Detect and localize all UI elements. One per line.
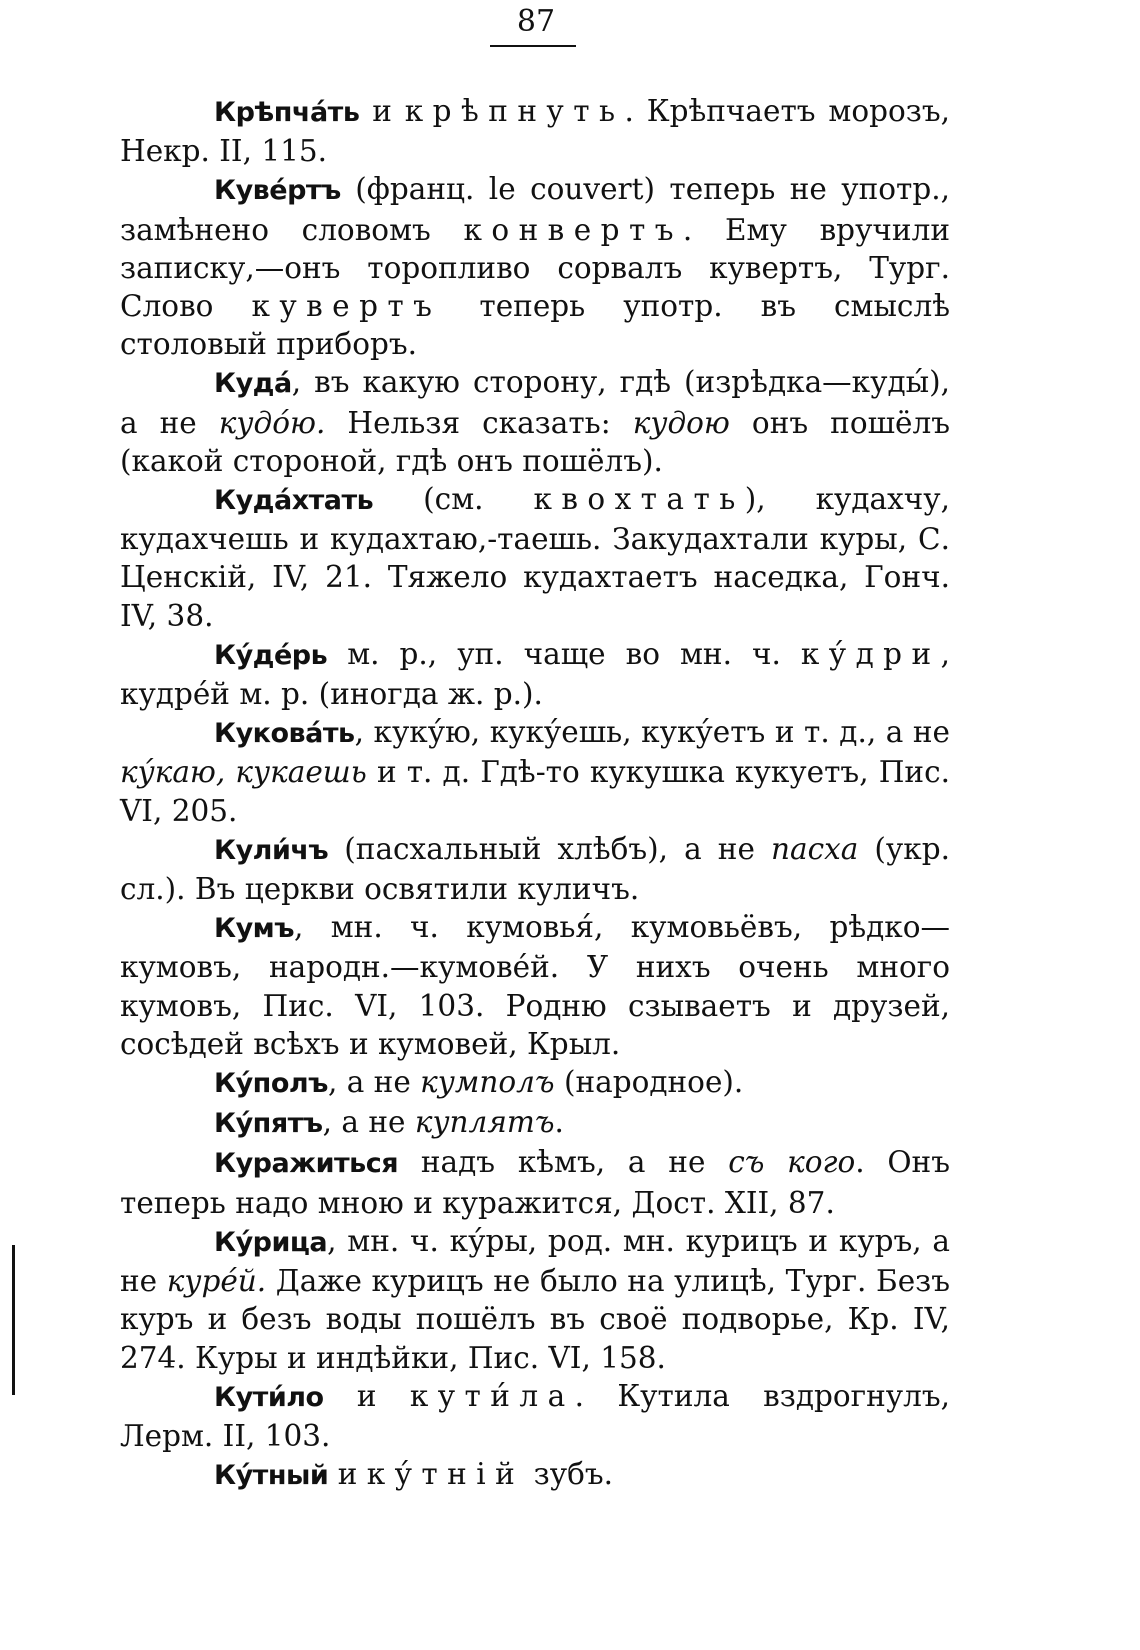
dictionary-entry: Ку́пятъ, а не куплятъ. <box>214 1105 564 1140</box>
dictionary-entry: Ку́рица, мн. ч. ку́ры, род. мн. курицъ и куръ, а не куре́й. Даже курицъ не было на улицѣ, Тург. Безъ куръ и безъ воды пошёлъ въ своё подворье, Кр. IV, 274. Куры и индѣйки, Пис. VI, 158. <box>120 1223 951 1375</box>
italic-form: кудою <box>632 405 730 440</box>
spaced-term: квохтать <box>533 482 745 517</box>
headword: Кумъ <box>214 913 295 945</box>
italic-form: куре́й. <box>166 1264 267 1299</box>
headword: Ку́полъ <box>214 1068 328 1100</box>
headword: Кули́чъ <box>214 834 329 866</box>
dictionary-entry: Ку́полъ, а не кумполъ (народное). <box>214 1065 744 1100</box>
dictionary-entry: Ку́тный и ку́тній зубъ. <box>214 1457 613 1492</box>
dictionary-entry: Крѣпча́ть и крѣпнуть. Крѣпчаетъ морозъ, Некр. II, 115. <box>120 94 950 169</box>
spaced-term: крѣпнуть <box>404 94 625 128</box>
dictionary-entry: Куда́хтать (см. квохтать), кудахчу, кудахчешь и кудахтаю,-таешь. Закудахтали куры, С. Ценскій, IV, 21. Тяжело кудахтаетъ наседка, Гонч. IV, 38. <box>120 482 950 633</box>
headword: Кукова́ть <box>214 718 355 750</box>
dictionary-entry: Куражиться надъ кѣмъ, а не съ кого. Онъ теперь надо мною и куражится, Дост. XII, 87. <box>120 1145 950 1220</box>
italic-form: ку́каю, кукаешь <box>120 755 367 790</box>
dictionary-body <box>120 92 950 1495</box>
binding-margin-mark <box>12 1245 15 1395</box>
italic-form: куплятъ <box>414 1105 555 1140</box>
headword: Ку́рица <box>214 1226 328 1258</box>
page-number-rule <box>490 45 576 47</box>
dictionary-entry: Ку́де́рь м. р., уп. чаще во мн. ч. ку́дри, кудре́й м. р. (иногда ж. р.). <box>120 636 950 712</box>
dictionary-entry: Кумъ, мн. ч. кумовья́, кумовьёвъ, рѣдко—кумовъ, народн.—кумове́й. У нихъ очень много кумовъ, Пис. VI, 103. Родню сзываетъ и друзей, сосѣдей всѣхъ и кумовей, Крыл. <box>120 910 950 1061</box>
headword: Куражиться <box>214 1148 399 1180</box>
spaced-term: ку́тній <box>366 1457 525 1492</box>
spaced-term: кувертъ <box>251 289 442 324</box>
headword: Кути́ло <box>214 1381 324 1413</box>
spaced-term: конвертъ <box>463 212 683 247</box>
headword: Крѣпча́ть <box>214 97 360 128</box>
italic-form: кумполъ <box>420 1065 555 1100</box>
dictionary-entry: Кукова́ть, куку́ю, куку́ешь, куку́етъ и т. д., а не ку́каю, кукаешь и т. д. Гдѣ-то кукушка кукуетъ, Пис. VI, 205. <box>120 715 950 828</box>
italic-form: съ кого <box>728 1145 856 1180</box>
headword: Куве́ртъ <box>214 175 341 207</box>
headword: Ку́тный <box>214 1460 329 1492</box>
headword: Куда́ <box>214 368 292 400</box>
dictionary-entry: Кути́ло и кути́ла. Кутила вздрогнулъ, Лерм. II, 103. <box>120 1378 951 1453</box>
spaced-term: ку́дри <box>800 636 941 671</box>
headword: Ку́пятъ <box>214 1108 323 1140</box>
headword: Ку́де́рь <box>214 639 328 671</box>
spaced-term: кути́ла <box>409 1378 575 1413</box>
italic-form: пасха <box>771 831 859 866</box>
page-number: 87 <box>516 4 556 39</box>
dictionary-entry: Куве́ртъ (франц. le couvert) теперь не употр., замѣнено словомъ конвертъ. Ему вручили записку,—онъ торопливо сорвалъ кувертъ, Тург. Слово кувертъ теперь употр. въ смыслѣ столовый приборъ. <box>120 172 950 362</box>
dictionary-entry: Куда́, въ какую сторону, гдѣ (изрѣдка—куды́), а не кудо́ю. Нельзя сказать: кудою онъ пошёлъ (какой стороной, гдѣ онъ пошёлъ). <box>120 365 950 478</box>
italic-form: кудо́ю. <box>218 405 326 440</box>
dictionary-entry: Кули́чъ (пасхальный хлѣбъ), а не пасха (укр. сл.). Въ церкви освятили куличъ. <box>120 831 950 907</box>
headword: Куда́хтать <box>214 485 374 517</box>
